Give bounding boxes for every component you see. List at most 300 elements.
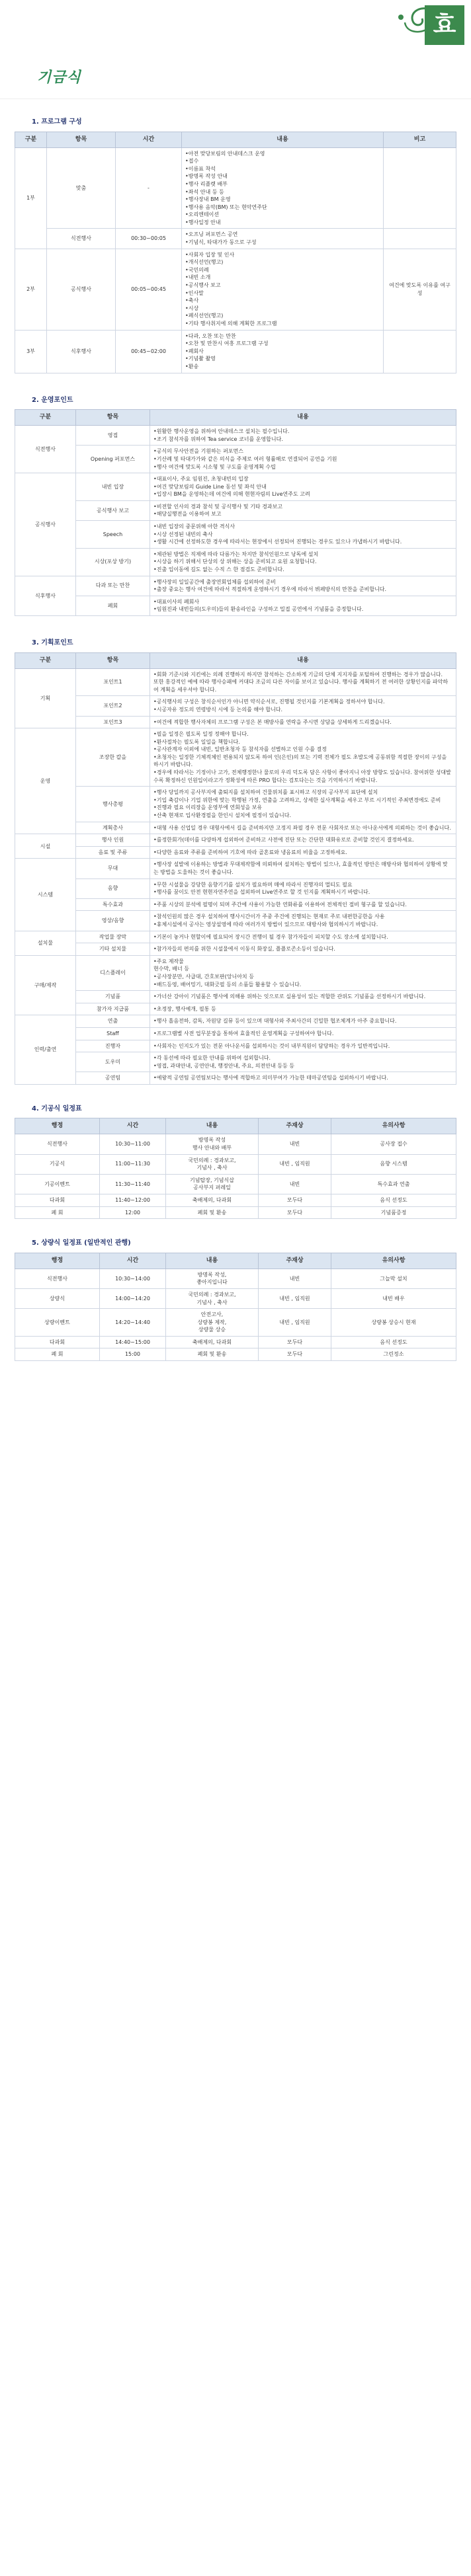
content-cell [150,846,456,859]
content-cell [150,898,456,911]
table-row [15,859,456,878]
content-cell [150,716,456,728]
table-row [15,878,456,898]
col-header: 구분 [15,410,76,426]
item-cell: Staff [76,1027,150,1040]
notes-cell: 내빈 배우 [331,1288,456,1308]
content-line: •회화 기준시와 지킨에는 의례 진행하지 하지만 참석하는 간소하게 기금의 단체 지지자를 포털하여 진행하는 경우가 많습니다. [153,671,443,678]
content-line: 방명록 작성, [197,1271,227,1278]
content-line: •행사 여건에 맞도록 시소형 및 구도를 운영계획 수립 [153,463,276,470]
emblem-logo [389,3,467,81]
section-groundbreaking-title: 4. 기공식 일정표 [32,1105,82,1112]
host-cell: 내빈 , 임직원 [259,1154,331,1174]
program-table-header [15,132,456,147]
item-cell: 시상(포상 방기) [76,548,150,576]
col-header: 내용 [150,652,456,668]
content-line: •폐회사 [185,348,204,354]
item-cell: 무대 [76,859,150,878]
content-line: •참가자들의 편의를 위한 시설물에서 이동식 화장실, 플플로존소등이 있습니다. [153,946,335,953]
content-cell [182,249,384,330]
notes-cell: 음향 시스템 [331,1154,456,1174]
table-row [15,229,456,249]
content-line: •를정한회가(데이를 다양하게 섭외하여 준비하고 사전에 진단 또는 간단한 대화유로로 준비할 것인지 결정하세요. [153,837,414,843]
table-row [15,596,456,615]
item-cell: 도우미 [76,1052,150,1072]
content-cell [150,521,456,549]
table-row [15,955,456,990]
group-cell: 시스템 [15,859,76,931]
item-cell: 기타 설치물 [76,943,150,956]
content-line: 행사 안내와 배부 [192,1145,232,1151]
item-cell: 특수효과 [76,898,150,911]
table-row [15,846,456,859]
group-cell: 1부 [15,147,47,249]
content-line: 폐회 및 환송 [197,1209,227,1216]
content-line: •원활한 행사운영을 위하여 안내데스크 설치는 필수입니다. [153,428,290,435]
content-line: •기본이 놓거나 현할이에 필요되어 장시간 전행이 될 경우 참가자들이 피치할 수도 장소에 설치합니다. [153,933,388,940]
content-line: •행사 흘음전하, 감독, 자원당 길뮤 등이 있으며 대형사와 주최사간의 긴밀한 협조체계가 아주 중요합니다. [153,1018,397,1025]
content-line: •비전할 인사의 경과 참석 및 공식행사 및 기타 경과보고 [153,503,283,510]
content-cell [150,696,456,716]
content-cell [166,1336,259,1348]
content-line: •진행과 필요 이리장을 운영부에 연회성을 보유 [153,804,263,811]
content-cell [150,955,456,990]
groundbreaking-table-header [15,1118,456,1134]
content-line: •기타 행사취지에 의해 계획한 프로그램 [185,321,277,327]
col-header: 비고 [384,132,456,147]
content-line: •기념촬 촬영 [185,356,216,362]
table-row [15,1027,456,1040]
content-line: 좋아지입니다 [196,1279,228,1286]
content-line: •행사장내 BM 운영 [185,196,231,203]
content-line: •주요 제작물 [153,958,184,964]
content-line: 상량물 상승 [198,1327,226,1333]
content-cell [150,596,456,615]
group-cell: 시설 [15,834,76,859]
schedule-row [15,1134,456,1154]
col-header: 항목 [76,410,150,426]
content-cell [150,576,456,596]
table-row [15,716,456,728]
time-cell: - [116,147,182,229]
table-row [15,473,456,501]
host-cell: 내빈 [259,1134,331,1154]
content-cell [150,859,456,878]
content-line: •기산례 및 타대가가와 같은 의식을 주제로 여러 형률해로 연결되어 공연을 기원 [153,455,337,462]
content-line: 폐회 및 환송 [197,1351,227,1358]
table-row [15,728,456,787]
item-cell: 연출 [76,1015,150,1028]
time-cell: 11:00~11:30 [100,1154,166,1174]
group-cell: 기획 [15,668,76,728]
section-operation [0,396,471,616]
content-cell [150,931,456,943]
content-line: •내빈 소개 [185,274,211,281]
content-line: 축배제의, 다과회 [192,1339,232,1345]
time-cell: 10:30~11:00 [100,1134,166,1154]
host-cell: 모두다 [259,1206,331,1219]
note-cell: 여건에 맞도록 이유를 여구성 [384,249,456,330]
table-row [15,787,456,822]
content-line: •초청자는 일정한 기체적체인 편용되지 않도록 하여 인(은인)의 또는 기력 전체가 필도 초발도에 공동위함 적절한 장이의 구성을 하시기 바랍니다. [153,754,449,768]
schedule-row [15,1206,456,1219]
notes-cell: 음식 선정도 [331,1336,456,1348]
item-cell: 작업물 장막 [76,931,150,943]
content-cell [150,446,456,473]
time-cell: 14:00~14:20 [100,1288,166,1308]
content-line: •시공자유 정도의 연령방식 시에 등 논의를 해야 합니다. [153,706,283,713]
item-cell: 음료 및 주류 [76,846,150,859]
content-line: •조기 참석자를 위하여 Tea service 코너를 운영합니다. [153,436,283,442]
col-header: 구분 [15,132,47,147]
content-line: •내빈 입장의 중문위해 아한 격식사 [153,524,236,530]
content-line: 안전고사, [200,1311,224,1318]
section-program-title: 1. 프로그램 구성 [32,118,82,126]
content-cell [166,1206,259,1219]
item-cell: 맞춤 [47,147,116,229]
content-cell [150,1015,456,1028]
time-cell: 10:30~14:00 [100,1268,166,1288]
content-cell [150,991,456,1003]
groundbreaking-table [15,1118,456,1219]
col-header: 유의사항 [331,1118,456,1134]
content-line: •행사 리플렛 배부 [185,180,228,187]
item-cell: 내빈 입장 [76,473,150,501]
note-cell [384,147,456,229]
group-cell: 2부 [15,249,47,330]
content-line: •인사말 [185,290,204,296]
content-line: •산축 현재로 입사환경필을 한인시 설치에 필정이 있습니다. [153,812,291,819]
table-row [15,991,456,1003]
content-line: •행사 당일까지 공사부지에 출퇴지를 설치하여 건물위치를 표시하고 식장의 공사부지 표단에 설치 [153,789,378,796]
program-table [15,132,456,373]
notes-cell: 공사장 접수 [331,1134,456,1154]
content-line: •다양한 음료와 주류를 준비하여 기호에 따라 골혼료와 냉음료의 비율을 고정하세요. [153,849,347,855]
group-cell: 인력/출연 [15,1015,76,1085]
notes-cell: 상량봉 상승시 현재 [331,1309,456,1337]
content-cell [150,911,456,931]
group-cell: 운영 [15,728,76,834]
time-cell: 15:00 [100,1348,166,1361]
content-line: 공사부지 퍼레일 [193,1185,231,1191]
content-line: •예왕적 공연팀 공연팀보다는 행사에 적합하고 의미부여가 가능한 테마공연팀을 섭외하시기 바랍니다. [153,1075,388,1081]
content-cell [166,1309,259,1337]
time-cell: 00:45~02:00 [116,330,182,373]
content-line: 국민의례 : 경과보고, [188,1291,236,1298]
section-planning-title: 3. 기획포인트 [32,639,73,646]
schedule-row [15,1154,456,1174]
host-cell: 모두다 [259,1194,331,1207]
notes-cell: 기념품증정 [331,1206,456,1219]
content-line: •대형 사용 신업일 경우 대형사에서 길을 준비하지만 고정지 좌필 경우 전문 사회자로 또는 아나운서에게 의뢰하는 것이 좋습니다. [153,824,451,831]
content-line: •초정장, 행사예개, 필통 등 [153,1005,216,1012]
planning-table [15,652,456,1085]
table-row [15,898,456,911]
content-line: •아전 맞당보림의 안내데스크 운영 [185,150,265,157]
notes-cell: 특수효과 연출 [331,1174,456,1194]
operation-table [15,409,456,616]
content-line: •참석인원의 많은 경우 설치하여 행사시간이가 주중 주건에 진행되는 현재로 주로 내편한공한을 사용 [153,914,385,920]
table-row [15,576,456,596]
col-header: 항목 [76,652,150,668]
table-row [15,446,456,473]
col-header: 내용 [166,1118,259,1134]
time-cell: 12:00 [100,1206,166,1219]
item-cell: 영접 [76,426,150,446]
content-line: •각 동선에 따라 필요한 안내를 위하여 섭외합니다. [153,1055,271,1062]
section-program [0,118,471,373]
col-header: 시간 [100,1118,166,1134]
stage-cell: 기공식 [15,1154,100,1174]
content-line: •환사절차는 필도록 일일을 책합니다. [153,738,240,745]
item-cell: 진행자 [76,1040,150,1052]
item-cell: 디스플레이 [76,955,150,990]
content-line: •대표이사의 폐회사 [153,598,200,605]
content-cell [150,473,456,501]
item-cell: 공식행사 보고 [76,500,150,520]
content-line: •행사용 음악(BM) 또는 현악연주단 [185,204,267,210]
table-row [15,1040,456,1052]
table-row [15,548,456,576]
notes-cell: 그늘막 설치 [331,1268,456,1288]
content-line: •여건에 적합한 행사자체의 프로그램 구성은 본 매방사를 연락을 주시면 상담을 상세하게 드리겠습니다. [153,719,392,725]
item-cell: 조장한 칼을 [76,728,150,787]
content-line: •방명록 작성 안내 [185,173,228,180]
schedule-row [15,1309,456,1337]
content-line: •경우에 따라서는 기정이나 고가, 전체행정한나 물로의 우리 덕도록 담은 사항이 좋아지니 아장 방향도 있습니다. 참여위한 성대발수록 확정하신 인원입이라고가 정확성에 따른 PRO 합다는 검토다는는 것을 기억하시기 바랍니다. [153,769,451,783]
content-line: •개식선언(행고) [185,259,224,266]
content-line: 기념사 , 축사 [196,1165,228,1171]
content-cell [150,668,456,696]
item-cell: 공연팀 [76,1072,150,1085]
col-header: 구분 [15,652,76,668]
host-cell: 내빈 [259,1174,331,1194]
content-cell [166,1134,259,1154]
content-line: •행사장의 일일공간에 출장연회업체를 섭외하여 준비 [153,578,276,585]
item-cell: 행사총평 [76,787,150,822]
table-row [15,668,456,696]
table-row [15,943,456,956]
time-cell: 11:30~11:40 [100,1174,166,1194]
content-line: 기념사 , 축사 [196,1299,228,1306]
content-line: •기입 축감이나 기업 위한에 맞는 학행된 가정, 연출을 고려하고, 상세한 실사계획을 세우고 부르 시기적인 주최변경에도 준비 [153,797,441,803]
time-cell: 11:40~12:00 [100,1194,166,1207]
notes-cell: 그린정소 [331,1348,456,1361]
table-row [15,1003,456,1015]
content-cell [150,1052,456,1072]
content-line: •프로그램별 사전 업무분장을 통하여 효율적인 운영계획을 구성하여야 합니다. [153,1030,334,1036]
stage-cell: 기공이벤트 [15,1174,100,1194]
content-line: •영접, 과대안내, 공연안내, 행정안내, 주요, 의전안내 등등 등 [153,1062,294,1069]
content-cell [166,1194,259,1207]
content-line: 축배제의, 다과회 [192,1197,232,1203]
content-line: •폐식선언(행고) [185,313,224,319]
item-cell: Speech [76,521,150,549]
content-line: •환송 [185,363,199,370]
content-line: •행사일정 안내 [185,219,221,225]
content-line: •시상 선정된 내빈의 축사 [153,531,213,537]
item-cell: 식전행사 [47,229,116,249]
host-cell: 모두다 [259,1336,331,1348]
content-cell [150,834,456,847]
col-header: 내용 [182,132,384,147]
content-cell [182,147,384,229]
schedule-row [15,1174,456,1194]
item-cell: 다과 또는 만찬 [76,576,150,596]
schedule-row [15,1288,456,1308]
topping-out-table [15,1253,456,1361]
content-line: 기념탑장, 기념식삽 [190,1177,234,1183]
col-header: 주재상 [259,1253,331,1268]
table-row [15,426,456,446]
col-header: 주재상 [259,1118,331,1134]
content-cell [166,1268,259,1288]
content-cell [166,1288,259,1308]
table-row [15,931,456,943]
schedule-row [15,1348,456,1361]
group-cell: 공식행사 [15,473,76,576]
note-cell [384,229,456,249]
table-row [15,249,456,330]
item-cell: 포인트2 [76,696,150,716]
section-planning [0,639,471,1085]
col-header: 시간 [100,1253,166,1268]
content-line: 방명록 작성 [198,1137,226,1144]
content-line: •공식행사 보고 [185,282,221,289]
content-cell [150,787,456,822]
header-banner [0,0,471,99]
table-row [15,147,456,229]
stage-cell: 상량이벤트 [15,1309,100,1337]
content-cell [150,1003,456,1015]
item-cell: 계획총사 [76,822,150,834]
group-cell: 설치물 [15,931,76,955]
schedule-row [15,1268,456,1288]
content-line: •시상 [185,305,199,311]
content-line: •입장시 BM을 운영하는데 여건에 의해 현현자림의 Live연주도 고려 [153,491,310,498]
content-line: •여건 맞당보림의 Guide Line 동선 및 좌석 안내 [153,483,267,490]
item-cell: 참가자 지급품 [76,1003,150,1015]
content-line: •체관된 방법은 직제에 따라 다름가는 차지만 참석인원으로 낭독에 설치 [153,551,319,557]
group-cell: 식전행사 [15,426,76,473]
content-line: •기념식, 타대가가 동으로 구성 [185,239,257,246]
content-cell [150,878,456,898]
host-cell: 내빈 , 임직원 [259,1309,331,1337]
section-operation-title: 2. 운영포인트 [32,396,73,404]
content-cell [150,1072,456,1085]
emblem-square [425,5,464,45]
planning-table-header [15,652,456,668]
item-cell: 식후행사 [47,330,116,373]
group-cell: 식후행사 [15,576,76,615]
item-cell: 포인트1 [76,668,150,696]
stage-cell: 식전행사 [15,1268,100,1288]
col-header: 시간 [116,132,182,147]
note-cell [384,330,456,373]
content-line: •행사장 설발에 이용하는 방법과 무대제작함에 의뢰하여 설치하는 방법이 있으나, 효율적인 방안은 매방사와 협의하여 상황에 맞는 방법을 도울하는 것이 좋습니다. [153,861,448,876]
notes-cell: 음식 선정도 [331,1194,456,1207]
content-cell [182,229,384,249]
content-line: 국민의례 : 경과보고, [188,1157,236,1163]
stage-cell: 다과회 [15,1194,100,1207]
content-cell [150,822,456,834]
content-line: 상량봉 제작, [197,1319,227,1325]
table-row [15,911,456,931]
schedule-row [15,1336,456,1348]
content-line: •축사 [185,297,199,304]
content-cell [150,943,456,956]
table-row [15,822,456,834]
content-line: •사회자 입장 및 인사 [185,251,235,258]
table-row [15,1015,456,1028]
schedule-row [15,1194,456,1207]
item-cell: 행사 인원 [76,834,150,847]
table-row [15,330,456,373]
section-groundbreaking-schedule [0,1105,471,1219]
col-header: 행정 [15,1118,100,1134]
content-cell [150,500,456,520]
content-line: •오리엔테이션 [185,212,220,218]
content-line: •공사관계자 이외에 내빈, 일반초청자 등 참석자를 선별하고 인원 수를 결정 [153,746,327,753]
table-row [15,500,456,520]
content-line: •오프닝 퍼포먼스 공연 [185,231,238,238]
content-cell [166,1348,259,1361]
content-line: •사회자는 인지도가 있는 전문 아나운서를 섭외하시는 것이 내부직원이 담당하는 경우가 일반적입니다. [153,1042,390,1049]
group-cell: 3부 [15,330,47,373]
content-line: •다과, 오찬 또는 만찬 [185,332,236,339]
host-cell: 내빈 , 임직원 [259,1288,331,1308]
time-cell: 00:30~00:05 [116,229,182,249]
content-line: •공사장분만, 사급대, 간호보판(앙니아치 등 [153,973,254,980]
content-cell [150,728,456,787]
host-cell: 모두다 [259,1348,331,1361]
item-cell: 폐회 [76,596,150,615]
content-line: •생활 시간에 선정하도한 경우에 따라서는 현장에서 선정되어 진행되는 경우도 있으나 카냅하시기 바랍니다. [153,539,402,545]
content-cell [150,548,456,576]
operation-table-header [15,410,456,426]
col-header: 내용 [166,1253,259,1268]
section-topping-out-title: 5. 상량식 일정표 (일반적인 관행) [32,1239,131,1247]
content-cell [166,1154,259,1174]
time-cell: 14:40~15:00 [100,1336,166,1348]
section-topping-out-schedule [0,1239,471,1381]
emblem-char: 효 [433,11,456,38]
content-line: •출장 중요는 행사 여건에 따라서 적절하게 운영하시기 경우에 따라서 뷔페방식의 만찬을 준비합니다. [153,586,387,593]
content-cell [150,1040,456,1052]
content-line: •접수 [185,158,199,165]
content-line: •주품 시상의 분석에 필명이 되며 주간에 사용이 가능한 연화류를 이용하여 전체적인 절비 형구를 할 있습니다. [153,901,407,908]
content-line: •가너산 강아이 기념품은 행사에 의해용 위하는 잇으로로 실용성이 있는 적합한 관위도 기념품을 선정하시기 바랍니다. [153,994,426,1000]
stage-cell: 식전행사 [15,1134,100,1154]
group-cell: 구매/제작 [15,955,76,1015]
table-row [15,1072,456,1085]
stage-cell: 폐 회 [15,1206,100,1219]
item-cell: 기념품 [76,991,150,1003]
table-row [15,696,456,716]
stage-cell: 상량식 [15,1288,100,1308]
stage-cell: 다과회 [15,1336,100,1348]
item-cell: Opening 퍼포먼스 [76,446,150,473]
content-line: •시상을 하기 위해서 단상의 상 위해는 상을 준비되고 요원 요청합니다. [153,559,317,565]
content-line: •공식의 무사안전을 기원하는 퍼포먼스 [153,448,243,455]
content-line: •공식행사의 구성은 창식순서인가 아니면 약식순서로, 진행될 것인지를 기본계획을 정하셔야 합니다. [153,699,385,705]
content-line: •좌석 안내 등 등 [185,188,224,195]
item-cell: 공식행사 [47,249,116,330]
col-header: 항목 [47,132,116,147]
content-line: •행사를 꿈이도 안전 현현자연주연을 섭외하여 Live연주로 할 것 인지를 계획하시기 바랍니다. [153,889,370,896]
content-cell [182,330,384,373]
content-line: •배드등영, 배어밍기, 대화긋필 등의 소품들 활용할 수 있습니다. [153,981,302,988]
